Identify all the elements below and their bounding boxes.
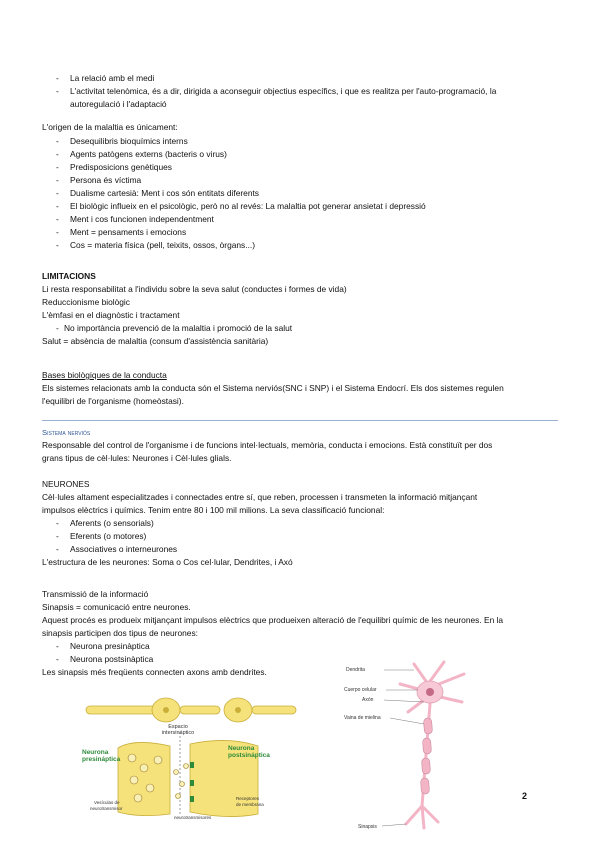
bases-section [42,369,558,408]
transmission-text: sinapsis participen dos tipus de neurones: [42,628,198,638]
label-synapse: Sinapsis [358,824,377,830]
limitations-bullet: - No importància prevenció de la malaltia i promoció de la salut [42,322,558,335]
label-axon: Axón [362,697,374,703]
label-presynaptic: presináptica [82,756,121,763]
list-item: - Agents patògens externs (bacteris o virus) [42,148,558,161]
label-receptors: de membrana [236,802,264,807]
limitations-line: Reduccionisme biològic [42,297,130,307]
list-item: - El biològic influeix en el psicològic, però no al revés: La malaltia pot generar ansietat i depressió [42,200,558,213]
neurons-text: Cèl·lules altament especialitzades i connectades entre sí, que reben, processen i transmeten la informació mitjançant [42,492,478,502]
list-item: - Cos = materia física (pell, teixits, ossos, òrgans...) [42,239,558,252]
limitations-section [42,270,558,348]
nervous-text: Responsable del control de l'organisme i de funcions intel·lectuals, memòria, conducta i emocions. Està constituït per dos [42,440,493,450]
neurons-structure: L'estructura de les neurones: Soma o Cos cel·lular, Dendrites, i Axó [42,557,293,567]
limitations-line: Salut = absència de malaltia (consum d'assistència sanitària) [42,336,269,346]
list-item: - Desequilibris bioquímics interns [42,135,558,148]
list-item: - Predisposicions genètiques [42,161,558,174]
synapse-figure [78,688,298,820]
bases-text: l'equilibri de l'organisme (homeòstasi). [42,396,184,406]
bases-text: Els sistemes relacionats amb la conducta són el Sistema nerviós(SNC i SNP) i el Sistema Endocrí. Els dos sistemes regulen [42,383,504,393]
origin-list [42,135,558,252]
limitations-line: Li resta responsabilitat a l'individu sobre la seva salut (conductes i formes de vida) [42,284,347,294]
list-item: - Ment = pensaments i emocions [42,226,558,239]
list-item: - La relació amb el medi [42,72,558,85]
list-item-continuation: autoregulació i l'adaptació [70,99,167,109]
list-item: - Neurona postsinàptica [42,653,558,666]
label-neurotransmitters: neurotransmisores [174,815,212,820]
transmission-closing: Les sinapsis més freqüents connecten axons amb dendrites. [42,667,267,677]
list-item: - Aferents (o sensorials) [42,517,558,530]
list-item: - Neurona presinàptica [42,640,558,653]
transmission-synapse: Sinapsis = comunicació entre neurones. [42,602,191,612]
list-item: - Ment i cos funcionen independentment [42,213,558,226]
nervous-text: grans tipus de cèl·lules: Neurones i Cèl·lules glials. [42,453,232,463]
label-postsynaptic: Neurona [228,745,255,752]
label-vesicles: neurotransmisor [90,806,123,811]
neuron-figure [344,656,506,836]
neurons-text: impulsos elèctrics i químics. Tenim entre 80 i 100 mil milions. La seva classificació funcional: [42,505,385,515]
list-item: - Dualisme cartesià: Ment i cos són entitats diferents [42,187,558,200]
label-vesicles: Vesículas de [94,800,120,805]
nervous-section [42,426,558,465]
section-divider [42,420,558,421]
transmission-heading: Transmissió de la informació [42,589,149,599]
label-dendrite: Dendrita [346,667,365,673]
nervous-heading: Sistema nerviós [42,428,91,437]
list-item: - L'activitat telenòmica, és a dir, dirigida a aconseguir objectius específics, i que es realitza per l'auto-programació, la [42,85,558,98]
label-myelin: Vaina de mielina [344,715,381,721]
label-postsynaptic: postsináptica [228,752,270,759]
list-item: - Persona és víctima [42,174,558,187]
top-bullet-list [42,72,558,111]
label-cell-body: Cuerpo celular [344,687,377,693]
label-receptors: Receptores [236,796,260,801]
neurons-section [42,478,558,569]
neurons-heading: NEURONES [42,479,90,489]
limitations-heading: LIMITACIONS [42,271,96,281]
transmission-text: Aquest procés es produeix mitjançant impulsos elèctrics que produeixen alteració de l'equilibri químic de les neurones. En la [42,615,504,625]
label-gap: intersináptico [161,730,195,736]
list-item: - Associatives o interneurones [42,543,558,556]
list-item: - Eferents (o motores) [42,530,558,543]
page-number: 2 [522,791,528,801]
bases-heading: Bases biològiques de la conducta [42,370,167,380]
label-gap: Espacio [168,724,188,730]
limitations-line: L'èmfasi en el diagnòstic i tractament [42,310,180,320]
label-presynaptic: Neurona [82,749,109,756]
origin-heading: L'origen de la malaltia es únicament: [42,122,178,132]
